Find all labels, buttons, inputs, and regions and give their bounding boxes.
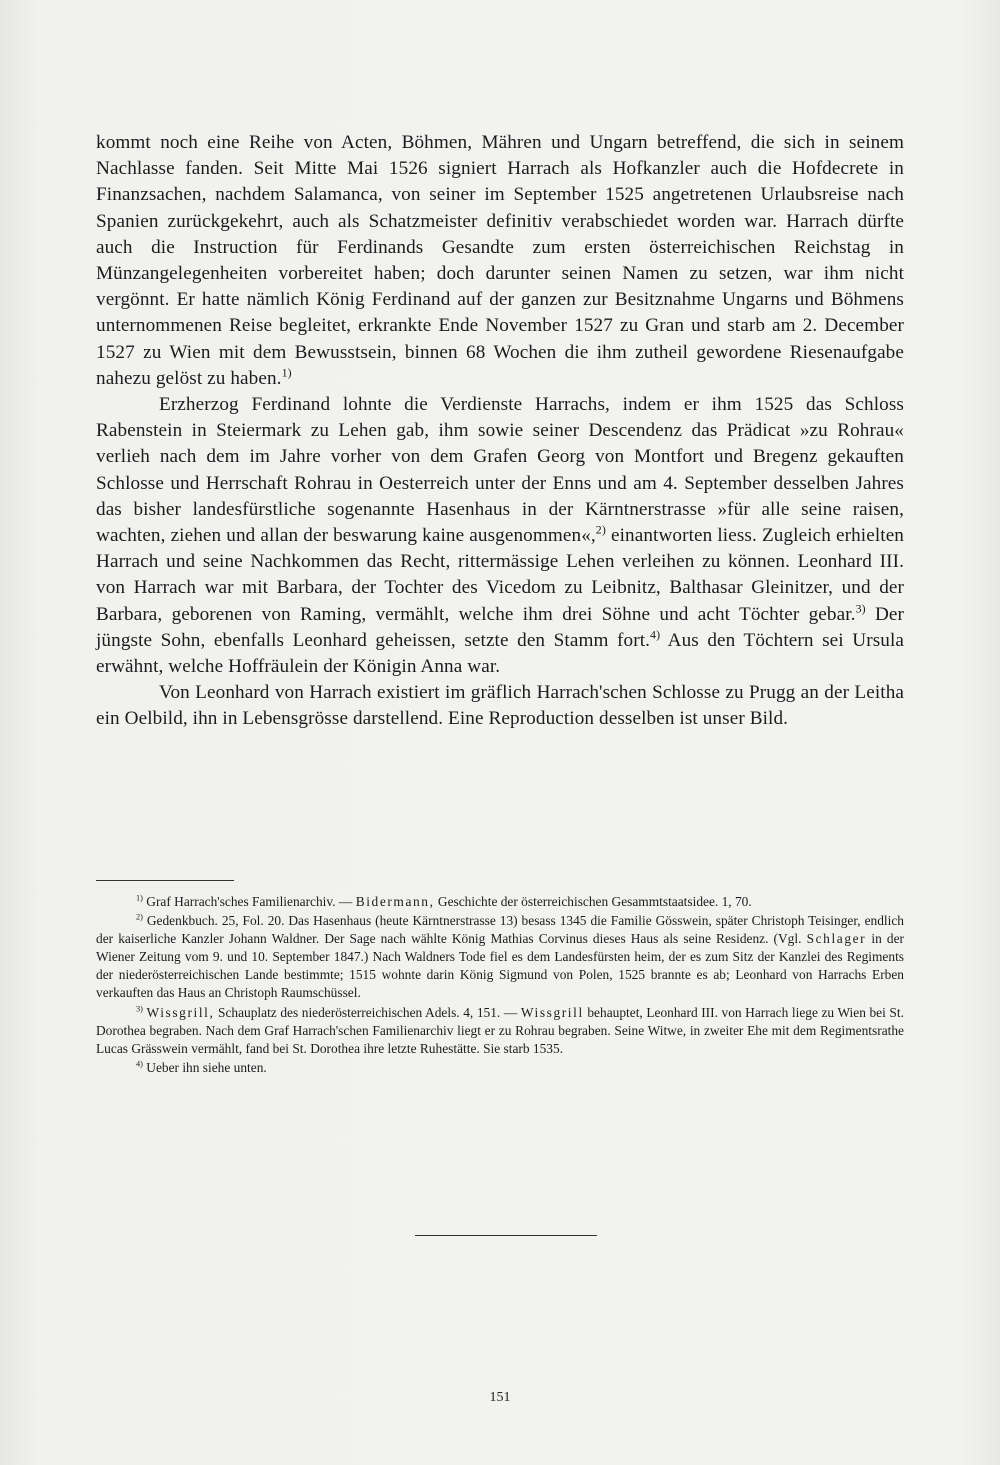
footnote-3-marker: 3) [136, 1004, 143, 1014]
footnote-1-text-a: Graf Harrach'sches Familienarchiv. — [146, 894, 353, 909]
footnote-2-author: Schlager [806, 931, 867, 947]
footnote-2 [96, 912, 904, 1002]
body-paragraph-2-text-a: Erzherzog Ferdinand lohnte die Verdienste Harrachs, indem er ihm 1525 das Schloss Rabenstein in Steiermark zu Lehen gab, ihm sowie seiner Descendenz das Prädicat »zu Rohrau« verlieh nach dem im Jahre vorher von dem Grafen Georg von Montfort und Bregenz gekauften Schlosse und Herrschaft Rohrau in Oesterreich unter der Enns und am 4. September desselben Jahres das bisher landesfürstliche sogenannte Hasenhaus in der Kärntnerstrasse »für alle seine raisen, wachten, ziehen und allan der beswarung kaine ausgenommen«, [96, 394, 904, 547]
body-paragraph-2 [96, 392, 904, 680]
footnote-4 [96, 1059, 904, 1077]
footnote-ref-3: 3) [855, 601, 866, 616]
body-paragraph-2-text-d: Aus den Töchtern sei Ursula erwähnt, welche Hoffräulein der Königin Anna war. [96, 629, 904, 678]
footnote-3-text-a: Schauplatz des niederösterreichischen Adels. 4, 151. — [218, 1004, 518, 1020]
footnote-3 [96, 1004, 904, 1058]
main-text [96, 130, 904, 733]
footnote-4-marker: 4) [136, 1059, 143, 1069]
end-separator [415, 1235, 597, 1236]
footnote-2-text-b: in der Wiener Zeitung vom 9. und 10. September 1847.) Nach Waldners Tode fiel es dem Landesfürsten heim, der es zum Sitz der Kanzlei des Regiments der niederösterreichischen Lande bestimmte; 1515 wohnte darin König Sigmund von Polen, 1525 brannte es ab; Leonhard von Harrachs Erben verkauften das Haus an Christoph Raumschüssel. [96, 931, 904, 1001]
footnote-separator [96, 880, 234, 881]
body-paragraph-3: Von Leonhard von Harrach existiert im gräflich Harrach'schen Schlosse zu Prugg an der Leitha ein Oelbild, ihn in Lebensgrösse darstellend. Eine Reproduction desselben ist unser Bild. [96, 682, 904, 730]
footnote-4-text: Ueber ihn siehe unten. [146, 1059, 267, 1075]
footnote-ref-4: 4) [650, 627, 661, 642]
body-paragraph-2-text-b: einantworten liess. Zugleich erhielten Harrach und seine Nachkommen das Recht, rittermässige Lehen verleihen zu können. Leonhard III. von Harrach war mit Barbara, der Tochter des Vicedom zu Leibnitz, Balthasar Gleinitzer, und der Barbara, geborenen von Raming, vermählt, welche ihm drei Söhne und acht Töchter gebar. [96, 525, 905, 625]
footnote-3-author: Wissgrill, [146, 1004, 215, 1020]
footnote-ref-1: 1) [281, 365, 292, 380]
footnote-3-author-2: Wissgrill [520, 1004, 584, 1020]
body-paragraph-1 [96, 130, 904, 392]
footnote-1-marker: 1) [136, 893, 143, 903]
footnotes [96, 893, 904, 1077]
footnote-2-text-a: Gedenkbuch. 25, Fol. 20. Das Hasenhaus (heute Kärntnerstrasse 13) besass 1345 die Familie Gösswein, später Christoph Teisinger, endlich der kaiserliche Kanzler Johann Waldner. Der Sage nach wählte König Mathias Corvinus dieses Haus als seine Residenz. (Vgl. [96, 913, 904, 947]
footnote-1 [96, 893, 904, 911]
footnote-3-text-b: behauptet, Leonhard III. von Harrach liege zu Wien bei St. Dorothea begraben. Nach dem Graf Harrach'schen Familienarchiv liegt er zu Rohrau begraben. Seine Witwe, in zweiter Ehe mit dem Regimentsrathe Lucas Grässwein vermählt, fand bei St. Dorothea ihre letzte Ruhestätte. Sie starb 1535. [96, 1004, 904, 1056]
footnote-2-marker: 2) [136, 912, 143, 922]
body-paragraph-1-text: kommt noch eine Reihe von Acten, Böhmen, Mähren und Ungarn betreffend, die sich in seinem Nachlasse fanden. Seit Mitte Mai 1526 signiert Harrach als Hofkanzler auch die Hofdecrete in Finanzsachen, nachdem Salamanca, von seiner im September 1525 angetretenen Urlaubsreise nach Spanien zurückgekehrt, auch als Schatzmeister definitiv verabschiedet worden war. Harrach dürfte auch die Instruction für Ferdinands Gesandte zum ersten österreichischen Reichstag in Münzangelegenheiten vorbereitet haben; doch darunter seinen Namen zu setzen, war ihm nicht vergönnt. Er hatte nämlich König Ferdinand auf der ganzen zur Besitznahme Ungarns und Böhmens unternommenen Reise begleitet, erkrankte Ende November 1527 zu Gran und starb am 2. December 1527 zu Wien mit dem Bewusstsein, binnen 68 Wochen die ihm zutheil gewordene Riesenaufgabe nahezu gelöst zu haben. [96, 132, 904, 389]
footnote-ref-2: 2) [595, 522, 606, 537]
footnote-1-author: Bidermann, [355, 894, 435, 909]
footnote-1-text-b: Geschichte der österreichischen Gesammtstaatsidee. 1, 70. [437, 894, 752, 909]
page-number: 151 [489, 1390, 511, 1405]
body-paragraph-2-text-c: Der jüngste Sohn, ebenfalls Leonhard geheissen, setzte den Stamm fort. [96, 603, 904, 651]
